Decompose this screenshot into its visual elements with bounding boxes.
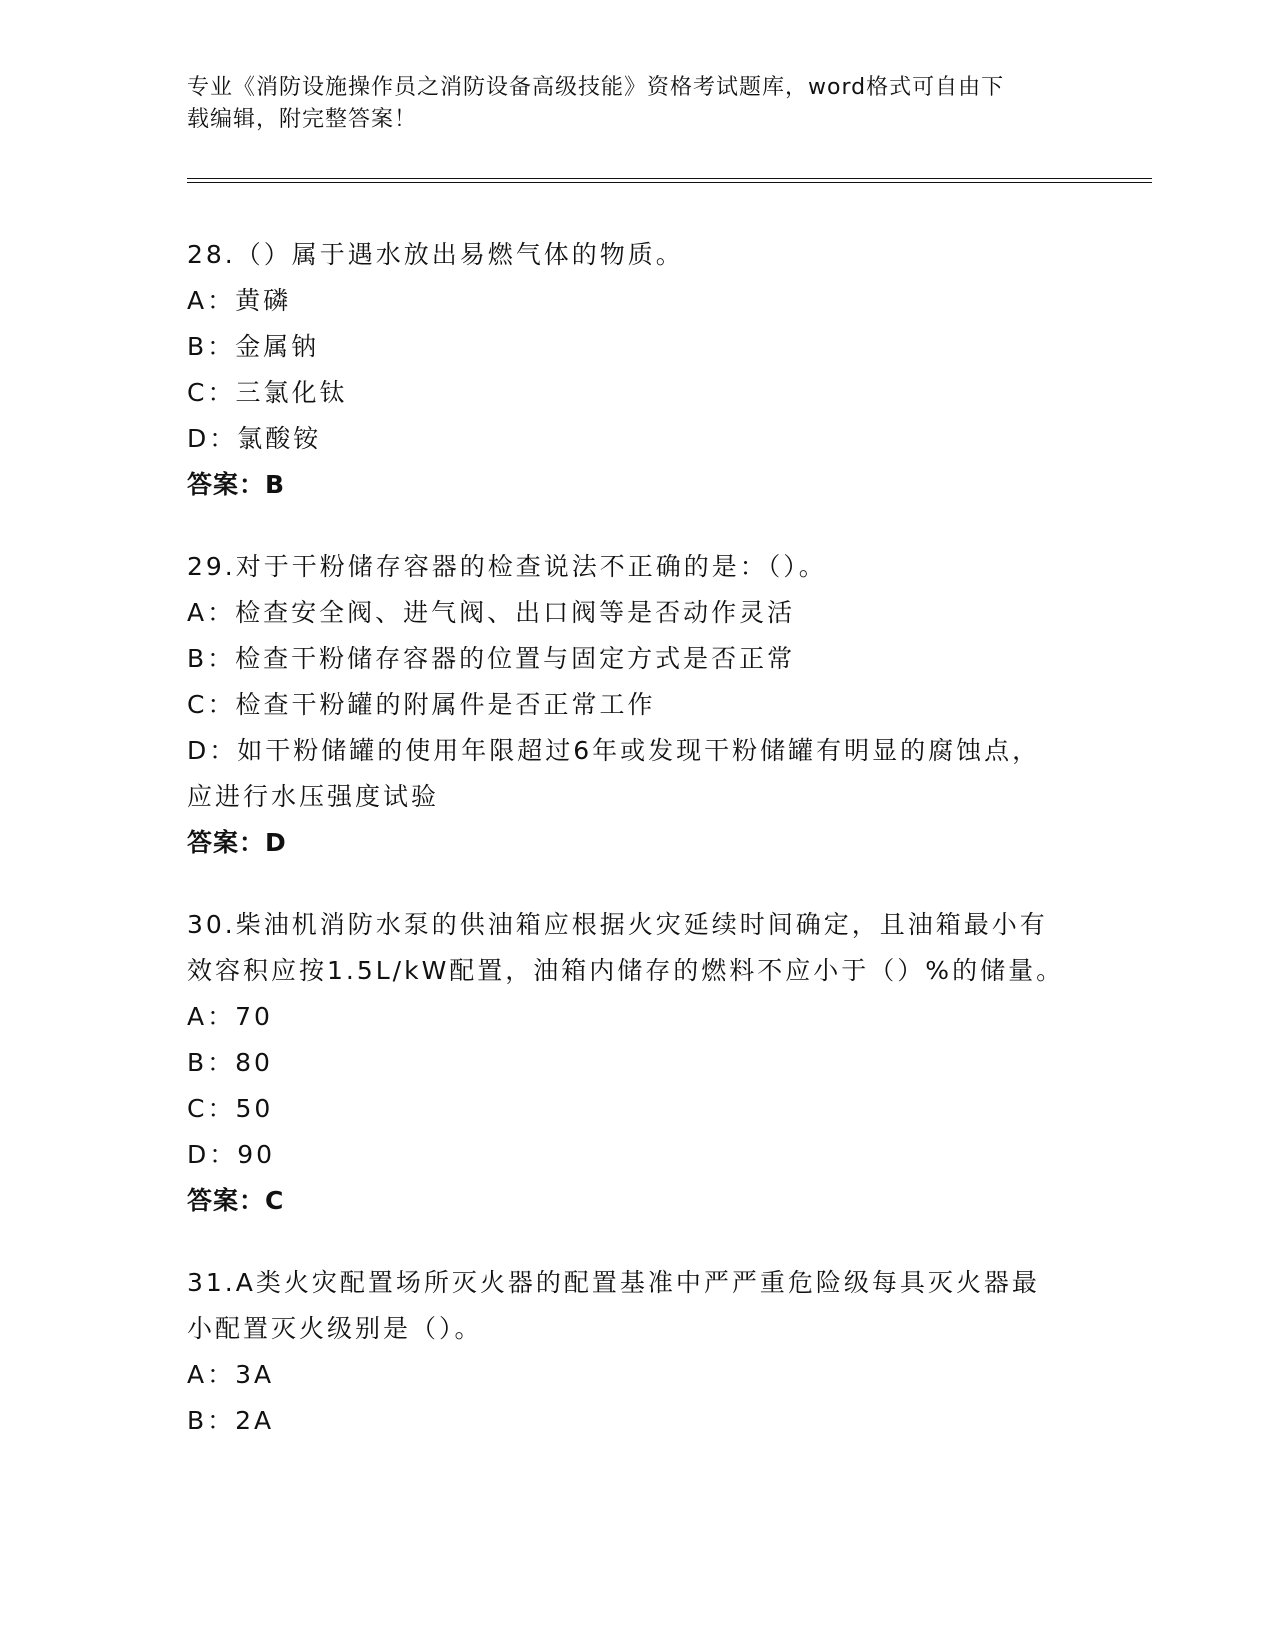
option-c: C：三氯化钛 [187,378,348,407]
option-d: D：氯酸铵 [187,424,322,453]
option-a: A：70 [187,1002,273,1031]
option-b: B：80 [187,1048,273,1077]
header-divider [187,182,1152,183]
option-c: C：50 [187,1094,274,1123]
option-a: A：黄磷 [187,286,292,315]
question-text: 28.（）属于遇水放出易燃气体的物质。 [187,240,684,269]
question-28 [187,232,1087,508]
option-c: C：检查干粉罐的附属件是否正常工作 [187,690,656,719]
header-divider [187,178,1152,179]
question-31 [187,1260,1087,1444]
header-line: 专业《消防设施操作员之消防设备高级技能》资格考试题库，word格式可自由下 [187,75,1005,100]
answer: 答案：C [187,1186,285,1215]
question-text: 31.A类火灾配置场所灭火器的配置基准中严严重危险级每具灭火器最 [187,1268,1040,1297]
question-text: 29.对于干粉储存容器的检查说法不正确的是：（）。 [187,552,827,581]
option-b: B：金属钠 [187,332,320,361]
option-a: A：3A [187,1360,275,1389]
answer: 答案：B [187,470,286,499]
question-text: 效容积应按1.5L/kW配置，油箱内储存的燃料不应小于（）%的储量。 [187,956,1065,985]
question-29 [187,544,1087,866]
question-30 [187,902,1087,1224]
question-text: 小配置灭火级别是（）。 [187,1314,483,1343]
document-header [187,72,1087,136]
option-d: D：如干粉储罐的使用年限超过6年或发现干粉储罐有明显的腐蚀点， [187,736,1041,765]
option-d-continued: 应进行水压强度试验 [187,782,440,811]
header-line: 载编辑，附完整答案！ [187,107,418,132]
option-b: B：检查干粉储存容器的位置与固定方式是否正常 [187,644,796,673]
question-list [187,232,1087,1480]
question-text: 30.柴油机消防水泵的供油箱应根据火灾延续时间确定，且油箱最小有 [187,910,1048,939]
answer: 答案：D [187,828,287,857]
option-b: B：2A [187,1406,275,1435]
option-d: D：90 [187,1140,276,1169]
option-a: A：检查安全阀、进气阀、出口阀等是否动作灵活 [187,598,796,627]
